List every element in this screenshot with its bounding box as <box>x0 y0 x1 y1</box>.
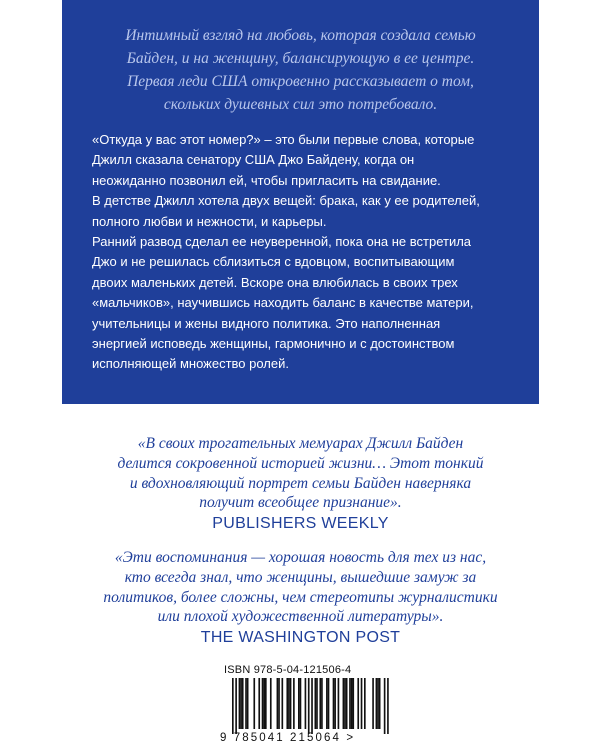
barcode-bar <box>328 678 330 729</box>
tagline-line: Интимный взгляд на любовь, которая создала семью <box>125 27 476 44</box>
barcode-bar <box>308 678 310 734</box>
barcode-bar <box>286 678 288 729</box>
barcode-bar <box>247 678 249 729</box>
barcode-bar <box>235 678 237 734</box>
quote-line: «Эти воспоминания — хорошая новость для тех из нас, <box>114 549 487 566</box>
barcode-bar <box>258 678 260 729</box>
barcode-bar <box>293 678 295 729</box>
barcode-bar <box>346 678 348 729</box>
barcode-bar <box>379 678 381 729</box>
description-line: «Откуда у вас этот номер?» – это были первые слова, которые <box>92 132 475 147</box>
barcode-bar <box>377 678 379 729</box>
description-line: «мальчиков», научившись находить баланс в качестве матери, <box>92 295 474 311</box>
review-quote-washington-post <box>62 548 539 649</box>
barcode-bar <box>305 678 307 729</box>
quote-line: «В своих трогательных мемуарах Джилл Байден <box>137 435 464 452</box>
barcode-bar <box>311 678 313 734</box>
barcode-bar <box>239 678 241 729</box>
barcode-bar <box>344 678 346 729</box>
barcode-bar <box>270 678 272 729</box>
barcode-bar <box>384 678 386 734</box>
barcode-bar <box>334 678 336 729</box>
quote-line: получит всеобщее признание». <box>199 494 402 512</box>
barcode-bar <box>338 678 340 729</box>
quote-source: THE WASHINGTON POST <box>200 629 401 647</box>
barcode-bar <box>253 678 255 729</box>
tagline-line: скольких душевных сил это потребовало. <box>163 96 438 113</box>
barcode-bar <box>321 678 323 729</box>
quote-source: PUBLISHERS WEEKLY <box>212 515 389 533</box>
description-line: энергией исповедь женщины, гармонично и с достоинством <box>92 336 455 352</box>
description-line: исполняющей множество ролей. <box>92 356 289 372</box>
quote-line: и вдохновляющий портрет семьи Байден наверняка <box>129 474 472 492</box>
barcode-bar <box>240 678 242 729</box>
description-line: неожиданно позвонил ей, чтобы пригласить на свидание. <box>92 172 441 188</box>
barcode-bar <box>351 678 353 729</box>
barcode <box>220 678 390 734</box>
description-line: Джо и не решилась сблизиться с вдовцом, воспитывающим <box>92 254 455 270</box>
quote-line: кто всегда знал, что женщины, вышедшие замуж за <box>124 568 477 586</box>
barcode-bar <box>282 678 284 729</box>
barcode-digits: 9 785041 215064 > <box>220 732 356 744</box>
barcode-bar <box>326 678 328 729</box>
tagline <box>62 24 539 116</box>
barcode-bar <box>357 678 359 729</box>
book-description <box>92 130 532 375</box>
barcode-bar <box>262 678 264 729</box>
quote-line: или плохой художественной литературы». <box>157 608 444 626</box>
barcode-bar <box>288 678 290 729</box>
barcode-bar <box>349 678 351 729</box>
description-line: Ранний развод сделал ее неуверенной, пока она не встретила <box>92 234 472 250</box>
isbn-label: ISBN 978-5-04-121506-4 <box>224 664 352 676</box>
barcode-bar <box>387 678 389 734</box>
barcode-bar <box>343 678 345 729</box>
quote-line: делится сокровенной историей жизни… Этот тонкий <box>117 454 484 472</box>
barcode-bar <box>290 678 292 729</box>
barcode-bar <box>352 678 354 729</box>
barcode-bar <box>232 678 234 734</box>
barcode-bar <box>315 678 317 729</box>
tagline-line: Байден, и на женщину, балансирующую в ее центре. <box>126 50 475 67</box>
barcode-bar <box>265 678 267 729</box>
barcode-bar <box>361 678 363 729</box>
barcode-bar <box>263 678 265 729</box>
description-line: двоих маленьких детей. Вскоре она влюбилась в своих трех <box>92 274 458 290</box>
quote-line: политиков, более сложны, чем стереотипы журналистики <box>103 588 498 606</box>
description-line: Джилл сказала сенатору США Джо Байдену, когда он <box>92 152 415 168</box>
tagline-line: Первая леди США откровенно рассказывает о том, <box>127 73 474 90</box>
description-line: учительницы и жены видного политика. Это наполненная <box>92 315 441 331</box>
barcode-bar <box>333 678 335 729</box>
barcode-bar <box>364 678 366 729</box>
review-quote-publishers-weekly <box>62 434 539 535</box>
description-line: В детстве Джилл хотела двух вещей: брака, как у ее родителей, <box>92 193 480 209</box>
description-line: полного любви и нежности, и карьеры. <box>92 213 327 229</box>
barcode-bar <box>300 678 302 729</box>
barcode-bar <box>372 678 374 729</box>
barcode-bar <box>319 678 321 729</box>
barcode-bar <box>242 678 244 729</box>
barcode-bar <box>277 678 279 729</box>
barcode-bar <box>316 678 318 729</box>
barcode-bar <box>298 678 300 729</box>
barcode-bar <box>278 678 280 729</box>
barcode-bar <box>376 678 378 729</box>
barcode-bar <box>245 678 247 729</box>
